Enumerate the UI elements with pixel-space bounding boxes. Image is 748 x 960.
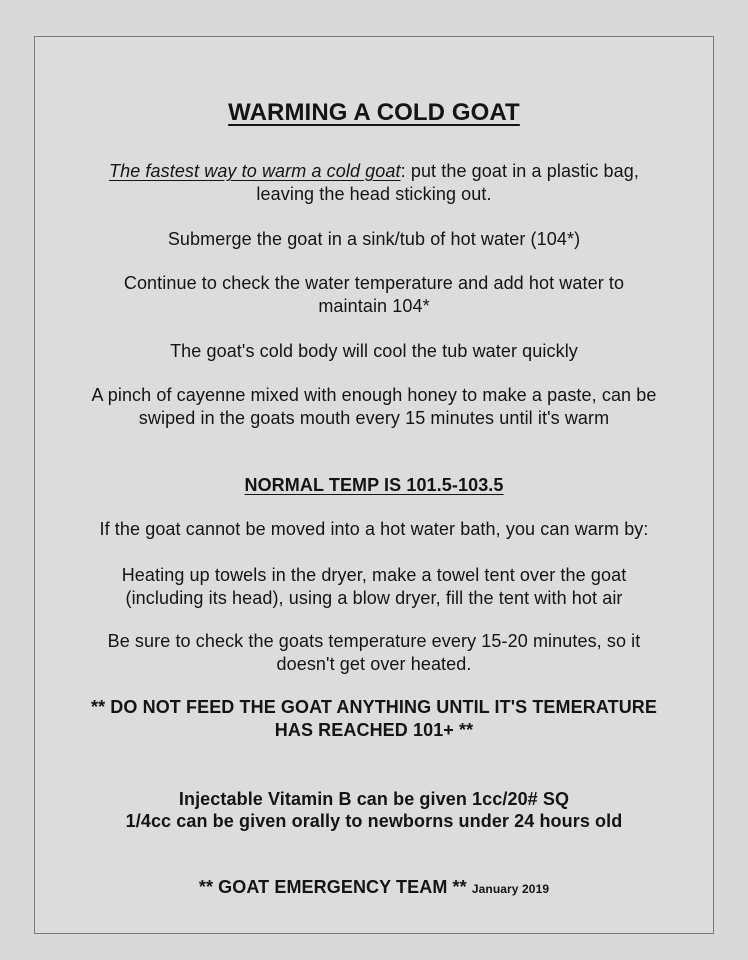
warning-line-1: ** DO NOT FEED THE GOAT ANYTHING UNTIL IT'S TEMERATURE <box>90 697 658 717</box>
footer-team: ** GOAT EMERGENCY TEAM ** <box>198 877 467 897</box>
cayenne-line-2: swiped in the goats mouth every 15 minutes until it's warm <box>138 408 610 428</box>
footer-line <box>35 875 713 901</box>
intro-lead: The fastest way to warm a cold goat <box>108 161 401 181</box>
vitamin-line-1: Injectable Vitamin B can be given 1cc/20# SQ <box>178 789 570 809</box>
normal-temp-heading: NORMAL TEMP IS 101.5-103.5 <box>244 475 504 495</box>
check-temp-line-1: Be sure to check the goats temperature every 15-20 minutes, so it <box>107 631 641 651</box>
page-title: WARMING A COLD GOAT <box>228 99 520 126</box>
check-temp-line-2: doesn't get over heated. <box>276 654 472 674</box>
alternative-text: If the goat cannot be moved into a hot water bath, you can warm by: <box>99 519 649 539</box>
cayenne-line-1: A pinch of cayenne mixed with enough honey to make a paste, can be <box>91 385 657 405</box>
continue-line-2: maintain 104* <box>318 296 430 316</box>
footer-date: January 2019 <box>471 882 550 896</box>
towels-line-2: (including its head), using a blow dryer, fill the tent with hot air <box>125 588 623 608</box>
towels-line-1: Heating up towels in the dryer, make a towel tent over the goat <box>121 565 627 585</box>
cool-text: The goat's cold body will cool the tub water quickly <box>170 341 578 361</box>
document-sheet <box>34 36 714 934</box>
submerge-text: Submerge the goat in a sink/tub of hot water (104*) <box>167 229 581 249</box>
warning-line-2: HAS REACHED 101+ ** <box>274 720 474 740</box>
intro-line-2: leaving the head sticking out. <box>256 184 492 204</box>
vitamin-line-2: 1/4cc can be given orally to newborns under 24 hours old <box>125 811 623 831</box>
intro-line-1 <box>35 159 713 183</box>
intro-rest: : put the goat in a plastic bag, <box>400 161 639 181</box>
continue-line-1: Continue to check the water temperature and add hot water to <box>123 273 625 293</box>
